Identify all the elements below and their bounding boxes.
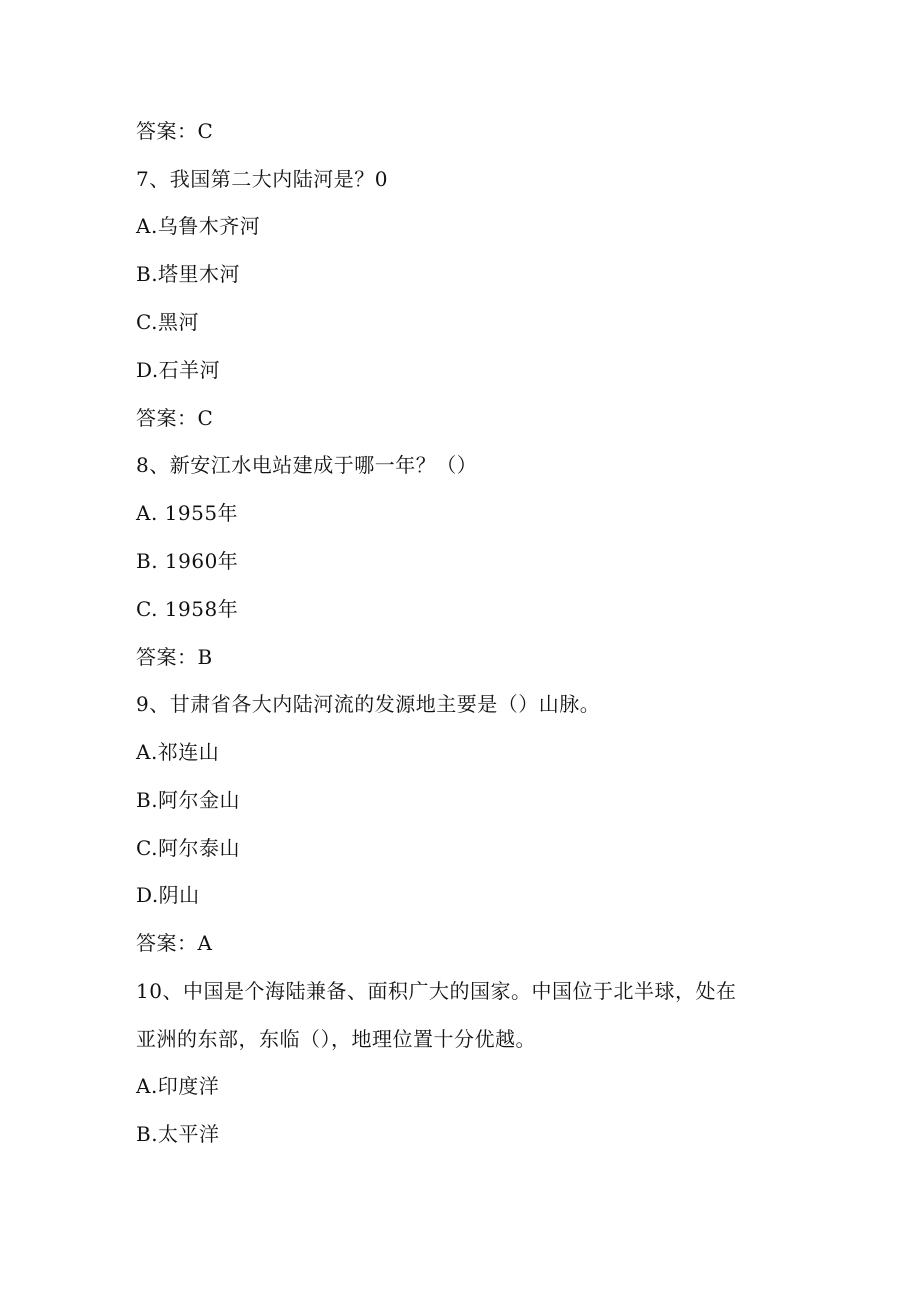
question-7: 7、我国第二大内陆河是？0 <box>136 167 388 191</box>
answer-9: 答案：A <box>136 931 213 955</box>
question-8: 8、新安江水电站建成于哪一年？（） <box>136 453 478 477</box>
q7-option-b: B.塔里木河 <box>136 262 241 286</box>
q10-option-a: A.印度洋 <box>136 1074 220 1098</box>
q7-option-c: C.黑河 <box>136 310 199 334</box>
question-10-line-2: 亚洲的东部，东临（），地理位置十分优越。 <box>136 1027 536 1051</box>
q9-option-d: D.阴山 <box>136 883 200 907</box>
q8-option-c: C. 1958年 <box>136 597 239 621</box>
q8-option-b: B. 1960年 <box>136 549 239 573</box>
q7-option-a: A.乌鲁木齐河 <box>136 214 261 238</box>
q9-option-a: A.祁连山 <box>136 740 220 764</box>
q7-option-d: D.石羊河 <box>136 358 221 382</box>
answer-7: 答案：C <box>136 406 214 430</box>
question-9: 9、甘肃省各大内陆河流的发源地主要是（）山脉。 <box>136 692 601 716</box>
q10-option-b: B.太平洋 <box>136 1122 220 1146</box>
q8-option-a: A. 1955年 <box>136 501 239 525</box>
q9-option-b: B.阿尔金山 <box>136 788 241 812</box>
answer-6: 答案：C <box>136 119 214 143</box>
answer-8: 答案：B <box>136 645 213 669</box>
question-10-line-1: 10、中国是个海陆兼备、面积广大的国家。中国位于北半球，处在 <box>136 979 737 1003</box>
q9-option-c: C.阿尔泰山 <box>136 836 240 860</box>
